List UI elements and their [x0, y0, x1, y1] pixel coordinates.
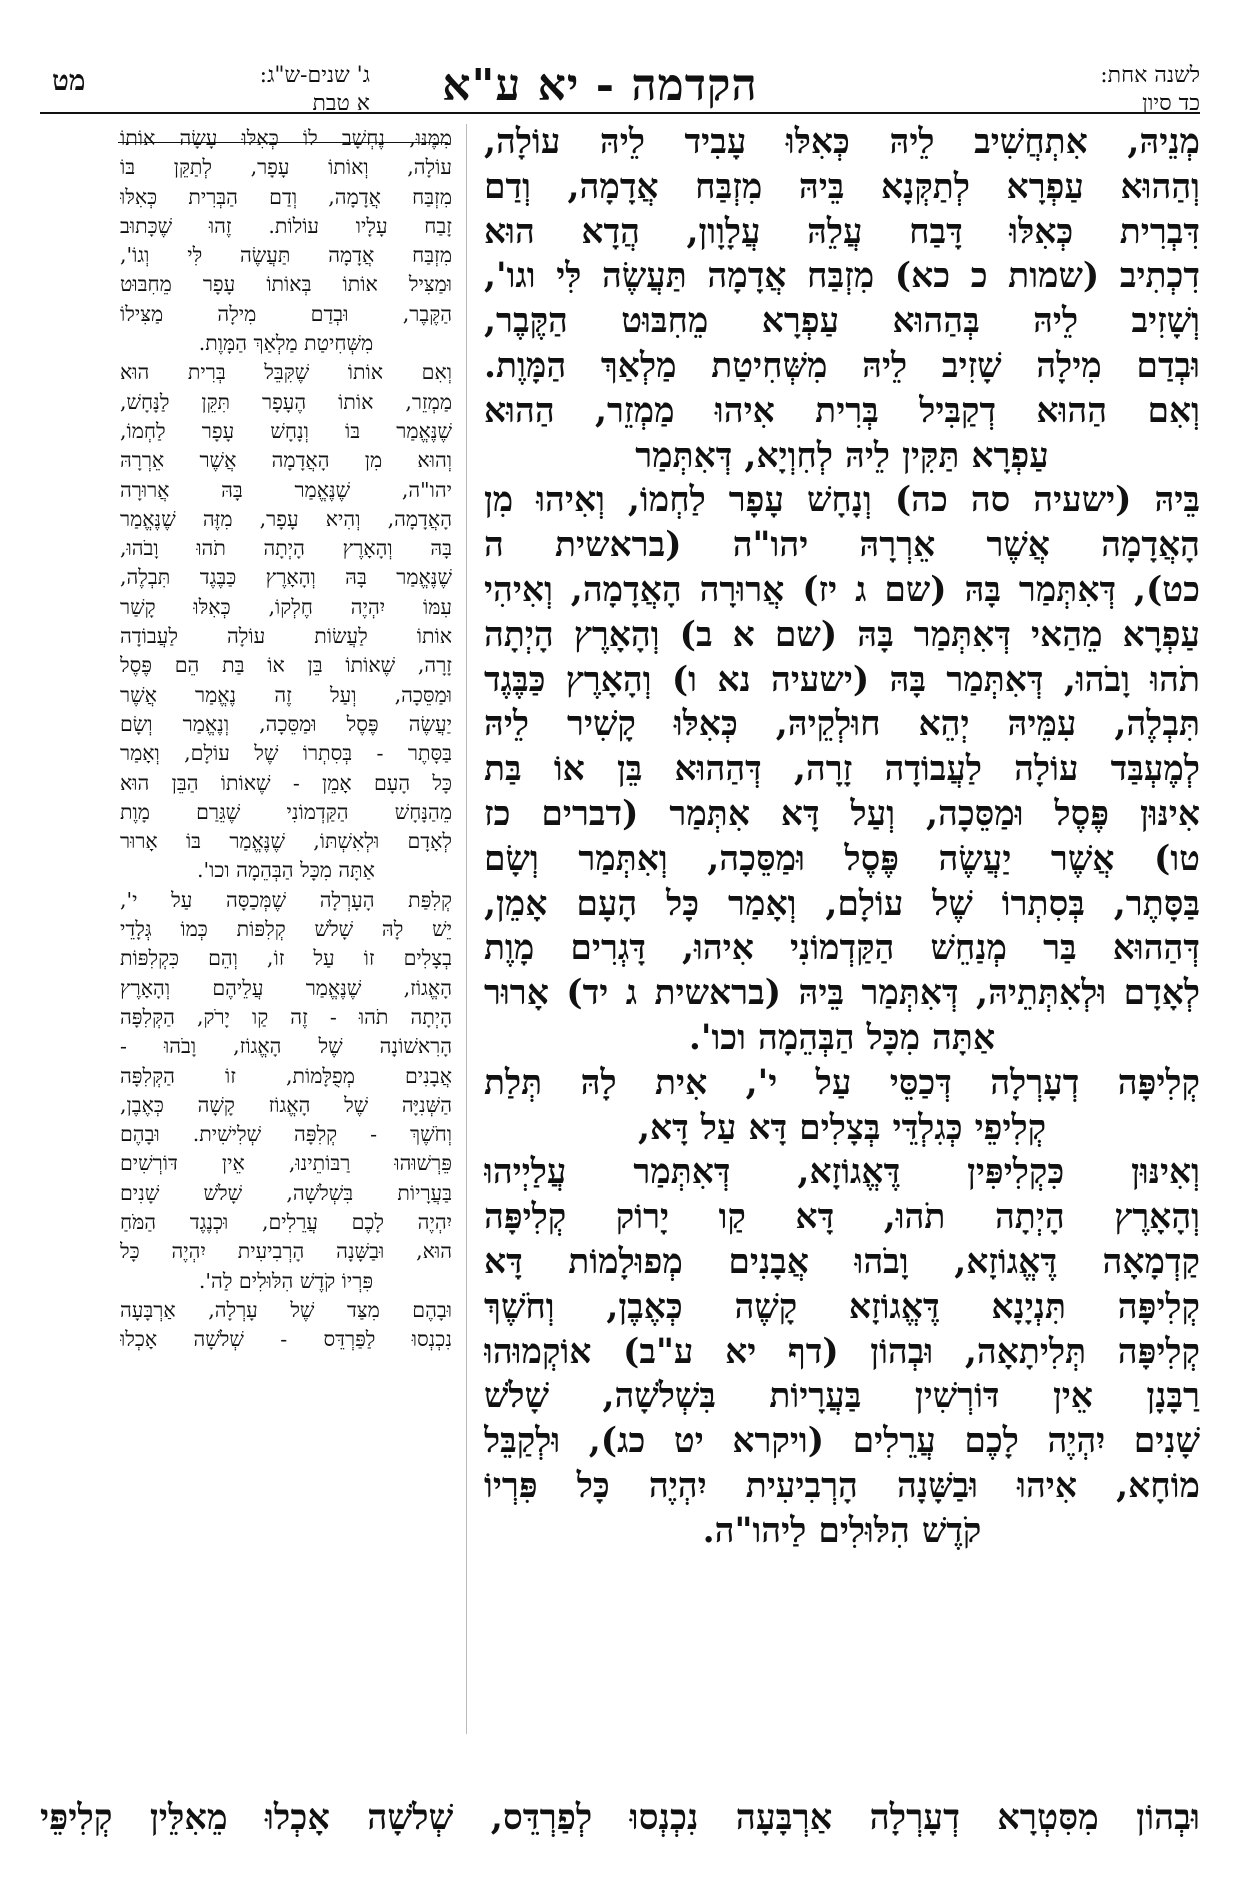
- main-text-line: כט), דְּאִתְּמַר בָּהּ (שם ג יז) אֲרוּרָה הָאֲדָמָה, וְאִיהִי: [484, 569, 1200, 610]
- main-text-line: תִּבְלֶה, עִמֵּיהּ יְהֵא חוּלְקֵיהּ, כְּאִלּוּ קָשִׁיר לֵיהּ: [484, 704, 1200, 745]
- translation-text-line: בָּהּ וְהָאָרֶץ הָיְתָה תֹהוּ וָבֹהוּ,: [120, 536, 452, 561]
- translation-text-line: יהו"ה, שֶׁנֶּאֱמַר בָּהּ אֲרוּרָה: [120, 477, 452, 502]
- main-text-line: שָׁנִים יִהְיֶה לָכֶם עֲרֵלִים (ויקרא יט כג), וּלְקַבֵּל: [484, 1421, 1200, 1462]
- main-text-line: אִינּוּן פֶּסֶל וּמַסֵּכָה, וְעַל דָּא אִתְּמַר (דברים כז: [484, 793, 1200, 834]
- translation-text-line: בַּעֲרָיוֹת בִּשְׁלֹשָׁה, שָׁלֹשׁ שָׁנִים: [120, 1180, 452, 1205]
- study-schedule-one-year: [1100, 62, 1200, 118]
- schedule-date: א טבת: [312, 91, 370, 116]
- main-text-line: תֹהוּ וָבֹהוּ, דְּאִתְּמַר בָּהּ (ישעיה נא ו) וְהָאָרֶץ כַּבֶּגֶד: [484, 659, 1200, 700]
- main-text-line: וּבְדַם מִילָה שָׁזִיב לֵיהּ מִשְּׁחִיטַת מַלְאַךְ הַמָּוֶת.: [484, 345, 1200, 386]
- main-text-line: מְנֵיהּ, אִתְחֲשִׁיב לֵיהּ כְּאִלּוּ עָבִיד לֵיהּ עוֹלָה,: [484, 122, 1200, 162]
- translation-text-line: שֶׁנֶּאֱמַר בָּהּ וְהָאָרֶץ כַּבֶּגֶד תִּבְלֶה,: [120, 565, 452, 590]
- translation-text-line: מֵהַנָּחָשׁ הַקַּדְמוֹנִי שֶׁגֵּרַם מָוֶת: [120, 799, 452, 824]
- header-rule: [40, 112, 1200, 114]
- schedule-label: לשנה אחת:: [1100, 63, 1200, 88]
- schedule-date: כד סיון: [1142, 91, 1200, 116]
- translation-text-line: אוֹתוֹ לַעֲשׂוֹת עוֹלָה לַעֲבוֹדָה: [120, 624, 452, 649]
- main-text-line: וְהָאָרֶץ הָיְתָה תֹהוּ, דָּא קַו יָרוֹק קְלִיפָּה: [484, 1197, 1200, 1238]
- translation-text-line: קְלִפַּת הָעָרְלָה שֶׁמְּכַסָּה עַל י',: [120, 887, 452, 912]
- translation-text-line: הָרִאשׁוֹנָה שֶׁל הָאֱגוֹז, וָבֹהוּ -: [120, 1034, 452, 1059]
- translation-text-line: הוּא, וּבַשָּׁנָה הָרְבִיעִית יִהְיֶה כָּל: [120, 1239, 452, 1264]
- translation-text-line: הַקֶּבֶר, וּבְדַם מִילָה מַצִּילוֹ: [120, 301, 452, 326]
- study-schedule-three-years: [160, 62, 370, 118]
- translation-text-line: וְאִם אוֹתוֹ שֶׁקִּבֵּל בְּרִית הוּא: [120, 360, 452, 385]
- main-text-line: בַּסָּתֶר, בְּסִתְרוֹ שֶׁל עוֹלָם, וְאָמַר כָּל הָעָם אָמֵן,: [484, 883, 1200, 924]
- translation-text-line: וּמַסֵּכָה, וְעַל זֶה נֶאֱמַר אֲשֶׁר: [120, 682, 452, 707]
- translation-text-line: הַשְּׁנִיָּה שֶׁל הָאֱגוֹז קָשָׁה כְּאֶבֶן,: [120, 1092, 452, 1117]
- main-text-line: קֹדֶשׁ הִלּוּלִים לַיהו"ה.: [702, 1510, 982, 1551]
- main-text-line: וְהַהוּא עַפְרָא לְתַקְּנָא בֵּיהּ מִזְבַּח אֲדָמָה, וְדַם: [484, 166, 1200, 207]
- translation-text-line: בְצָלִים זוֹ עַל זוֹ, וְהֵם כִּקְלִפּוֹת: [120, 946, 452, 971]
- translation-text-line: וְהוּא מִן הָאֲדָמָה אֲשֶׁר אֵרְרָהּ: [120, 448, 452, 473]
- main-text-line: עַפְרָא תַּקִּין לֵיהּ לְחִוְיָא, דְּאִתְּמַר: [635, 435, 1049, 476]
- translation-text-line: הָאֲדָמָה, וְהִיא עָפָר, מִזֶּה שֶׁנֶּאֱמַר: [120, 506, 452, 531]
- column-divider: [466, 124, 467, 1734]
- main-text-line: וְשָׁזִיב לֵיהּ בְּהַהוּא עַפְרָא מֵחִבּוּט הַקֶּבֶר,: [484, 301, 1200, 342]
- translation-text-line: לְאָדָם וּלְאִשְׁתּוֹ, שֶׁנֶּאֱמַר בּוֹ אָרוּר: [120, 829, 452, 854]
- translation-text-line: פִּרְיוֹ קֹדֶשׁ הִלּוּלִים לַה'.: [198, 1268, 374, 1293]
- translation-text-line: מִמֶּנּוּ, נֶחְשָׁב לוֹ כְּאִלּוּ עָשָׂה אוֹתוֹ: [120, 126, 452, 150]
- main-text-line: לְמֶעְבַּד עוֹלָה לַעֲבוֹדָה זָרָה, דְּהַהוּא בֵּן אוֹ בַּת: [484, 749, 1200, 790]
- translation-text-line: אֲבָנִים מְפֻלָּמוֹת, זוֹ הַקְּלִפָּה: [120, 1063, 452, 1088]
- translation-column: [120, 124, 452, 1354]
- translation-text-line: וּמַצִּיל אוֹתוֹ בְּאוֹתוֹ עָפָר מֵחִבּוּט: [120, 272, 452, 297]
- translation-text-line: זָבַח עָלָיו עוֹלוֹת. זֶהוּ שֶׁכָּתוּב: [120, 213, 452, 238]
- main-text-line: וְאִינּוּן כִּקְלִיפִּין דֶּאֱגוֹזָא, דְּאִתְּמַר עֲלַיְיהוּ: [484, 1152, 1200, 1193]
- translation-text-line: נִכְנְסוּ לַפַּרְדֵּס - שְׁלֹשָׁה אָכְלוּ: [120, 1327, 452, 1352]
- translation-text-line: בַּסָּתֶר - בְּסִתְרוֹ שֶׁל עוֹלָם, וְאָמַר: [120, 741, 452, 766]
- main-text-line: לְאָדָם וּלְאִתְּתֵיהּ, דְּאִתְּמַר בֵּיהּ (בראשית ג יד) אָרוּר: [484, 973, 1200, 1014]
- translation-text-line: יִהְיֶה לָכֶם עֲרֵלִים, וּכְנֶגֶד הַמֹּחַ: [120, 1209, 452, 1234]
- translation-text-line: עִמּוֹ יִהְיֶה חֶלְקוֹ, כְּאִלּוּ קָשַׁר: [120, 594, 452, 619]
- translation-text-line: מִזְבַּח אֲדָמָה, וְדַם הַבְּרִית כְּאִלּוּ: [120, 184, 452, 209]
- page-title: הקדמה - יא ע"א: [442, 60, 758, 111]
- main-text-line: קְלִיפָּה דְעָרְלָה דְּכַסֵּי עַל י', אִית לָהּ תְּלַת: [484, 1062, 1200, 1103]
- schedule-label: ג' שנים-ש"ג:: [259, 63, 370, 88]
- main-text-line: קְלִיפָּה תִּנְיָנָא דֶּאֱגוֹזָא קָשֶׁה כְּאֶבֶן, וְחֹשֶׁךְ: [484, 1286, 1200, 1327]
- translation-text-line: פֵּרְשׁוּהוּ רַבּוֹתֵינוּ, אֵין דּוֹרְשִׁים: [120, 1151, 452, 1176]
- main-text-line: קַדְמָאָה דֶּאֱגוֹזָא, וָבֹהוּ אֲבָנִים מְפוּלָמוֹת דָּא: [484, 1241, 1200, 1282]
- translation-text-line: יַעֲשֶׂה פֶּסֶל וּמַסֵּכָה, וְנֶאֱמַר וְשָׂם: [120, 711, 452, 736]
- translation-text-line: הָיְתָה תֹהוּ - זֶה קַו יָרֹק, הַקְּלִפָּה: [120, 1004, 452, 1029]
- page-number: מט: [52, 64, 86, 97]
- main-text-line: הָאֲדָמָה אֲשֶׁר אֵרְרָהּ יהו"ה (בראשית ה: [484, 525, 1200, 566]
- translation-text-line: כָּל הָעָם אָמֵן - שֶׁאוֹתוֹ הַבֵּן הוּא: [120, 770, 452, 795]
- translation-text-line: אַתָּה מִכָּל הַבְּהֵמָה וכו'.: [197, 858, 375, 883]
- translation-text-line: מִשְּׁחִיטַת מַלְאַךְ הַמָּוֶת.: [198, 331, 374, 356]
- translation-text-line: יֵשׁ לָהּ שָׁלֹשׁ קְלִפּוֹת כְּמוֹ גְּלָדֵי: [120, 917, 452, 942]
- main-text-line: קְלִיפָּה תְּלִיתָאָה, וּבְהוֹן (דף יא ע"ב) אוֹקְמוּהוּ: [484, 1331, 1200, 1372]
- main-text-line: דִּבְרִית כְּאִלּוּ דָּבַח עֲלֵהּ עֲלָוָון, הֲדָא הוּא: [484, 211, 1200, 252]
- translation-text-line: מַמְזֵר, אוֹתוֹ הֶעָפָר תִּקֵּן לַנָּחָשׁ,: [120, 389, 452, 414]
- main-text-line: מוֹחָא, אִיהוּ וּבַשָּׁנָה הָרְבִיעִית יִהְיֶה כָּל פִּרְיוֹ: [484, 1465, 1200, 1506]
- main-text-line: בֵּיהּ (ישעיה סה כה) וְנָחָשׁ עָפָר לַחְמוֹ, וְאִיהוּ מִן: [484, 480, 1200, 521]
- translation-text-line: שֶׁנֶּאֱמַר בּוֹ וְנָחָשׁ עָפָר לַחְמוֹ,: [120, 418, 452, 443]
- main-text-line: עַפְרָא מֵהַאי דְּאִתְּמַר בָּהּ (שם א ב) וְהָאָרֶץ הָיְתָה: [484, 614, 1200, 655]
- translation-text-line: הָאֱגוֹז, שֶׁנֶּאֱמַר עֲלֵיהֶם וְהָאָרֶץ: [120, 975, 452, 1000]
- translation-text-line: מִזְבַּח אֲדָמָה תַּעֲשֶׂה לִּי וְגוֹ',: [120, 243, 452, 268]
- main-text-line: דְּהַהוּא בַּר מְנַחֵשׁ הַקַּדְמוֹנִי אִיהוּ, דָּגְרִים מָוֶת: [484, 928, 1200, 969]
- translation-text-line: עוֹלָה, וְאוֹתוֹ עָפָר, לְתַקֵּן בּוֹ: [120, 155, 452, 180]
- translation-text-line: זָרָה, שֶׁאוֹתוֹ בֵּן אוֹ בַּת הֵם פֶּסֶל: [120, 653, 452, 678]
- bottom-continuation-line: וּבְהוֹן מִסִּטְרָא דְעָרְלָה אַרְבָּעָה נִכְנְסוּ לְפַרְדֵּס, שְׁלֹשָׁה אָכְלוּ מֵאִלֵּין קְלִיפֵּי: [40, 1797, 1200, 1838]
- main-text-line: רַבָּנָן אֵין דּוֹרְשִׁין בַּעֲרָיוֹת בִּשְׁלֹשָׁה, שָׁלֹשׁ: [484, 1376, 1200, 1417]
- main-text-line: טו) אֲשֶׁר יַעֲשֶׂה פֶּסֶל וּמַסֵּכָה, וְאִתְּמַר וְשָׂם: [484, 838, 1200, 879]
- main-text-line: קְלִיפֵי כְּגִלְדֵּי בְּצָלִים דָּא עַל דָּא,: [637, 1107, 1047, 1148]
- translation-text-line: וּבָהֶם מִצַּד שֶׁל עָרְלָה, אַרְבָּעָה: [120, 1297, 452, 1322]
- main-text-line: דִכְתִיב (שמות כ כא) מִזְבַּח אֲדָמָה תַּעֲשֶׂה לִּי וגו',: [484, 256, 1200, 297]
- translation-text-line: וְחֹשֶׁךְ - קְלִפָּה שְׁלִישִׁית. וּבָהֶם: [120, 1122, 452, 1147]
- main-text-column: [484, 120, 1200, 1554]
- main-text-line: אַתָּה מִכָּל הַבְּהֵמָה וכו'.: [688, 1017, 996, 1058]
- main-text-line: וְאִם הַהוּא דְקַבִּיל בְּרִית אִיהוּ מַמְזֵר, הַהוּא: [484, 390, 1200, 431]
